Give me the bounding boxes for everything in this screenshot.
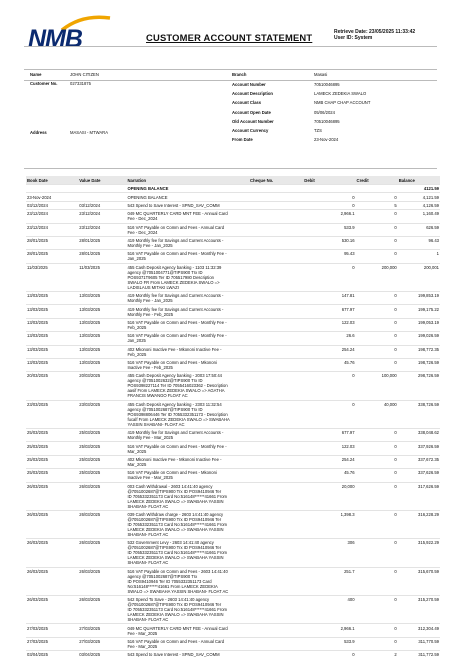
book-date-cell: 27/03/2025 bbox=[26, 624, 78, 637]
credit-cell: 200,000 bbox=[356, 263, 398, 291]
balance-cell: 315,922.29 bbox=[398, 539, 440, 567]
retrieve-info bbox=[334, 29, 415, 41]
book-date-cell: 26/03/2025 bbox=[26, 539, 78, 567]
book-date-cell: 13/03/2025 bbox=[26, 318, 78, 331]
value-date-cell: 25/03/2025 bbox=[78, 455, 126, 468]
customer-number-label: Customer No. bbox=[30, 81, 58, 86]
debit-cell: 306 bbox=[303, 539, 355, 567]
table-row bbox=[26, 358, 440, 371]
table-row bbox=[26, 510, 440, 538]
balance-cell: 312,304.49 bbox=[398, 624, 440, 637]
cheque-cell bbox=[249, 455, 303, 468]
value-date-cell: 25/03/2025 bbox=[78, 429, 126, 442]
balance-cell: 337,672.35 bbox=[398, 455, 440, 468]
table-row bbox=[26, 210, 440, 223]
debit-cell: 400 bbox=[303, 596, 355, 624]
debit-cell: 45.76 bbox=[303, 469, 355, 482]
credit-cell: 40,000 bbox=[356, 400, 398, 428]
from-date-label: From Date bbox=[232, 137, 253, 142]
balance-cell: 4,126.59 bbox=[398, 201, 440, 209]
user-id: User ID: System bbox=[334, 35, 373, 41]
cheque-cell bbox=[249, 250, 303, 263]
cheque-cell bbox=[249, 345, 303, 358]
debit-cell: 0 bbox=[303, 193, 355, 201]
table-row bbox=[26, 345, 440, 358]
credit-cell: 0 bbox=[356, 223, 398, 236]
narration-cell: 455 Cash Deposit Agency banking - 2303 11:32:54 agency @7051002687@TIPS900 Trx ID POS9398806446 Ter ID 7055332351173 - Description fucalf From LAMECK ZEDEKIA SWALO => SWABAHA YASSIN SHABANI- FLOAT AC bbox=[126, 400, 249, 428]
debit-cell: 1,398.3 bbox=[303, 510, 355, 538]
credit-cell: 0 bbox=[356, 358, 398, 371]
balance-cell: 96.43 bbox=[398, 236, 440, 249]
debit-cell: 251.7 bbox=[303, 567, 355, 595]
cheque-cell bbox=[249, 400, 303, 428]
book-date-cell: 03/04/2025 bbox=[26, 651, 78, 659]
book-date-cell: 23-Nov-2024 bbox=[26, 193, 78, 201]
credit-cell: 0 bbox=[356, 624, 398, 637]
balance-cell: 1 bbox=[398, 250, 440, 263]
account-description: LAMECK ZEDEKIA SWALO bbox=[314, 91, 367, 96]
debit-cell: 20,000 bbox=[303, 482, 355, 510]
narration-cell: 402 Mkononi Inactive Fee - Mkononi Inactive Fee - Feb_2025 bbox=[126, 345, 249, 358]
credit-cell: 2 bbox=[356, 651, 398, 659]
narration-cell: 516 VAT Payable on Comm and Fees - Annual Card Fee - Mar_2025 bbox=[126, 637, 249, 650]
balance-cell: 337,926.59 bbox=[398, 442, 440, 455]
value-date-cell: 26/03/2025 bbox=[78, 567, 126, 595]
balance-cell: 317,626.59 bbox=[398, 482, 440, 510]
book-date-cell: 13/03/2025 bbox=[26, 332, 78, 345]
book-date-cell: 13/03/2025 bbox=[26, 345, 78, 358]
table-row bbox=[26, 223, 440, 236]
value-date-cell: 27/03/2025 bbox=[78, 624, 126, 637]
cheque-cell bbox=[249, 292, 303, 305]
credit-cell: 0 bbox=[356, 305, 398, 318]
value-date-cell: 13/03/2025 bbox=[78, 318, 126, 331]
narration-cell: 402 Mkononi Inactive Fee - Mkononi Inactive Fee - Mar_2025 bbox=[126, 455, 249, 468]
debit-cell: 147.81 bbox=[303, 292, 355, 305]
value-date-cell: 25/03/2025 bbox=[78, 442, 126, 455]
debit-cell: 0 bbox=[303, 400, 355, 428]
debit-cell: 122.03 bbox=[303, 442, 355, 455]
narration-cell: 532 Government Levy - 2603 14:41:40 agency @7051002687@TIPS900 Trx ID POS9410946 Ter ID 7055332351173 Card No:516148******41661 From LAMECK ZEDEKIA SWALO => SWABAHA YASSIN SHABANI- FLOAT AC bbox=[126, 539, 249, 567]
table-row bbox=[26, 455, 440, 468]
narration-cell: 039 Cash Withdraw charge - 2603 14:41:40 agency @7051002687@TIPS900 Trx ID POS9410946 Ter ID 7055332351173 Card No:516148******41661 From LAMECK ZEDEKIA SWALO => SWABAHA YASSIN SHABANI- FLOAT AC bbox=[126, 510, 249, 538]
table-row bbox=[26, 292, 440, 305]
narration-cell: 003 Cash Withdrawal - 2603 14:41:40 agency @7051002687@TIPS900 Trx ID POS9410946 Ter ID 7055332351173 Card No:516148******41661 From LAMECK ZEDEKIA SWALO => SWABAHA YASSIN SHABANI- FLOAT AC bbox=[126, 482, 249, 510]
table-row bbox=[26, 567, 440, 595]
balance-cell: 198,772.35 bbox=[398, 345, 440, 358]
value-date-cell: 13/03/2025 bbox=[78, 305, 126, 318]
table-row bbox=[26, 263, 440, 291]
header-divider bbox=[24, 46, 437, 47]
narration-cell: 516 VAT Payable on Comm and Fees - Annual Card Fee - Dec_2024 bbox=[126, 223, 249, 236]
narration-cell: 542 Spend To Save - 2603 14:41:40 agency @7051002687@TIPS900 Trx ID POS9410946 Ter ID 7055332351173 Card No:516148******41661 From LAMECK ZEDEKIA SWALO => SWABAHA YASSIN SHABANI- FLOAT AC bbox=[126, 596, 249, 624]
debit-cell: 0 bbox=[303, 201, 355, 209]
debit-cell: 254.24 bbox=[303, 455, 355, 468]
credit-cell: 0 bbox=[356, 510, 398, 538]
logo-text: NMB bbox=[28, 25, 82, 53]
branch-value: Masasi bbox=[314, 72, 328, 77]
narration-cell: 419 Monthly fee for Savings and Current Accounts - Monthly Fee - Mar_2025 bbox=[126, 429, 249, 442]
debit-cell: 0 bbox=[303, 651, 355, 659]
table-row bbox=[26, 201, 440, 209]
debit-cell: 2,966.1 bbox=[303, 624, 355, 637]
balance-cell: 337,626.59 bbox=[398, 469, 440, 482]
old-account-number: 70510046895 bbox=[314, 119, 340, 124]
cheque-cell bbox=[249, 567, 303, 595]
col-cheque-no: Cheque No. bbox=[249, 176, 303, 185]
transactions-body bbox=[26, 193, 440, 659]
table-row bbox=[26, 637, 440, 650]
book-date-cell: 23/03/2025 bbox=[26, 400, 78, 428]
value-date-cell: 26/03/2025 bbox=[78, 510, 126, 538]
col-book-date: Book Date bbox=[26, 176, 78, 185]
address-label: Address bbox=[30, 130, 47, 135]
narration-cell: 516 VAT Payable on Comm and Fees - Monthly Fee - Jan_2025 bbox=[126, 332, 249, 345]
table-row bbox=[26, 624, 440, 637]
cheque-cell bbox=[249, 201, 303, 209]
balance-cell: 200,001 bbox=[398, 263, 440, 291]
table-row bbox=[26, 429, 440, 442]
book-date-cell: 25/03/2025 bbox=[26, 469, 78, 482]
credit-cell: 100,000 bbox=[356, 372, 398, 400]
from-date: 23-Nov-2024 bbox=[314, 137, 339, 142]
credit-cell: 0 bbox=[356, 345, 398, 358]
credit-cell: 0 bbox=[356, 482, 398, 510]
retrieve-date: Retrieve Date: 23/05/2025 11:33:42 bbox=[334, 29, 416, 35]
debit-cell: 254.24 bbox=[303, 345, 355, 358]
value-date-cell: 26/03/2025 bbox=[78, 539, 126, 567]
narration-cell: 419 Monthly fee for Savings and Current Accounts - Monthly Fee - Jan_2025 bbox=[126, 236, 249, 249]
credit-cell: 0 bbox=[356, 318, 398, 331]
credit-cell: 0 bbox=[356, 210, 398, 223]
col-credit: Credit bbox=[356, 176, 398, 185]
info-divider bbox=[24, 80, 437, 81]
credit-cell: 0 bbox=[356, 442, 398, 455]
balance-cell: 1,160.49 bbox=[398, 210, 440, 223]
table-row bbox=[26, 442, 440, 455]
narration-cell: 516 VAT Payable on Comm and Fees - Monthly Fee - Mar_2025 bbox=[126, 442, 249, 455]
credit-cell: 0 bbox=[356, 567, 398, 595]
transactions-table bbox=[26, 176, 440, 659]
opening-balance-value: 4121.59 bbox=[398, 185, 440, 193]
customer-name: JOHN CITIZEN bbox=[70, 72, 99, 77]
credit-cell: 0 bbox=[356, 236, 398, 249]
credit-cell: 0 bbox=[356, 469, 398, 482]
balance-cell: 199,053.19 bbox=[398, 318, 440, 331]
table-row bbox=[26, 250, 440, 263]
book-date-cell: 13/03/2025 bbox=[26, 358, 78, 371]
balance-cell: 199,175.22 bbox=[398, 305, 440, 318]
narration-cell: 455 Cash Deposit Agency banking - 2003 17:50:44 agency @7051002632@TIPS900 Trx ID POS9398227114 Ter ID 7055416023362 - Description aasif From LAMECK ZEDEKIA SWALO => AGATHA FRANCIS MWANGO FLOAT AC bbox=[126, 372, 249, 400]
book-date-cell: 26/03/2025 bbox=[26, 510, 78, 538]
cheque-cell bbox=[249, 510, 303, 538]
book-date-cell: 03/12/2024 bbox=[26, 201, 78, 209]
balance-cell: 4,121.59 bbox=[398, 193, 440, 201]
debit-cell: 677.97 bbox=[303, 429, 355, 442]
credit-cell: 0 bbox=[356, 539, 398, 567]
table-row bbox=[26, 372, 440, 400]
credit-cell: 0 bbox=[356, 250, 398, 263]
book-date-cell: 25/03/2025 bbox=[26, 442, 78, 455]
credit-cell: 0 bbox=[356, 596, 398, 624]
book-date-cell: 27/03/2025 bbox=[26, 637, 78, 650]
value-date-cell: 26/03/2025 bbox=[78, 596, 126, 624]
table-row bbox=[26, 482, 440, 510]
cheque-cell bbox=[249, 263, 303, 291]
cheque-cell bbox=[249, 193, 303, 201]
credit-cell: 0 bbox=[356, 455, 398, 468]
value-date-cell: 25/03/2025 bbox=[78, 469, 126, 482]
cheque-cell bbox=[249, 429, 303, 442]
account-class-label: Account Class bbox=[232, 100, 262, 105]
table-row bbox=[26, 651, 440, 659]
cheque-cell bbox=[249, 358, 303, 371]
name-label: Name bbox=[30, 72, 42, 77]
value-date-cell: 13/03/2025 bbox=[78, 332, 126, 345]
value-date-cell: 13/03/2025 bbox=[78, 358, 126, 371]
narration-cell: 516 VAT Payable on Comm and Fees - Mkononi Inactive Fee - Feb_2025 bbox=[126, 358, 249, 371]
value-date-cell: 28/01/2025 bbox=[78, 250, 126, 263]
cheque-cell bbox=[249, 210, 303, 223]
value-date-cell: 03/12/2024 bbox=[78, 201, 126, 209]
balance-cell: 315,270.59 bbox=[398, 596, 440, 624]
cheque-cell bbox=[249, 372, 303, 400]
value-date-cell: 23/12/2024 bbox=[78, 210, 126, 223]
value-date-cell: 03/04/2025 bbox=[78, 651, 126, 659]
credit-cell: 0 bbox=[356, 637, 398, 650]
cheque-cell bbox=[249, 305, 303, 318]
value-date-cell: 13/03/2025 bbox=[78, 345, 126, 358]
customer-number: 027331875 bbox=[70, 81, 91, 86]
narration-cell: 049 MC QUARTERLY CARD MNT FEE - Annual Card Fee - Mar_2025 bbox=[126, 624, 249, 637]
table-row bbox=[26, 469, 440, 482]
opening-balance-label: OPENING BALANCE bbox=[126, 185, 249, 193]
account-currency: TZS bbox=[314, 128, 322, 133]
table-row bbox=[26, 596, 440, 624]
debit-cell: 530.16 bbox=[303, 236, 355, 249]
book-date-cell: 28/01/2025 bbox=[26, 250, 78, 263]
credit-cell: 5 bbox=[356, 201, 398, 209]
value-date-cell: 13/03/2025 bbox=[78, 292, 126, 305]
narration-cell: 543 Spend to Save Interest - SPND_SAV_COMM bbox=[126, 201, 249, 209]
cheque-cell bbox=[249, 539, 303, 567]
value-date-cell: 26/03/2025 bbox=[78, 482, 126, 510]
narration-cell: 455 Cash Deposit Agency banking - 1103 11:32:39 agency @7051004771@TIPS900 Trx ID POS9371T9605 Ter ID 705517980 Description SWALO FR From LAMECK ZEDEKIA SWALO => LADISLAUS MITAKI LWAZI bbox=[126, 263, 249, 291]
col-narration: Narration bbox=[126, 176, 249, 185]
cheque-cell bbox=[249, 442, 303, 455]
cheque-cell bbox=[249, 469, 303, 482]
cheque-cell bbox=[249, 624, 303, 637]
table-row bbox=[26, 305, 440, 318]
balance-cell: 338,048.62 bbox=[398, 429, 440, 442]
balance-cell: 198,726.59 bbox=[398, 358, 440, 371]
account-number: 70510046895 bbox=[314, 82, 340, 87]
account-number-label: Account Number bbox=[232, 82, 266, 87]
col-debit: Debit bbox=[303, 176, 355, 185]
cheque-cell bbox=[249, 318, 303, 331]
balance-cell: 316,228.29 bbox=[398, 510, 440, 538]
cheque-cell bbox=[249, 332, 303, 345]
debit-cell: 677.97 bbox=[303, 305, 355, 318]
book-date-cell: 26/03/2025 bbox=[26, 596, 78, 624]
narration-cell: OPENING BALANCE bbox=[126, 193, 249, 201]
open-date-label: Account Open Date bbox=[232, 110, 271, 115]
balance-cell: 199,026.59 bbox=[398, 332, 440, 345]
statement-title: CUSTOMER ACCOUNT STATEMENT bbox=[146, 32, 313, 43]
info-bottom-divider bbox=[24, 168, 437, 169]
debit-cell: 533.9 bbox=[303, 223, 355, 236]
table-row bbox=[26, 400, 440, 428]
customer-address: MASASI - MTWARA bbox=[70, 130, 108, 135]
credit-cell: 0 bbox=[356, 292, 398, 305]
nmb-logo bbox=[26, 14, 124, 54]
cheque-cell bbox=[249, 482, 303, 510]
branch-label: Branch bbox=[232, 72, 247, 77]
narration-cell: 419 Monthly fee for Savings and Current Accounts - Monthly Fee - Feb_2025 bbox=[126, 305, 249, 318]
book-date-cell: 26/03/2025 bbox=[26, 482, 78, 510]
balance-cell: 311,772.59 bbox=[398, 651, 440, 659]
debit-cell: 0 bbox=[303, 372, 355, 400]
col-value-date: Value Date bbox=[78, 176, 126, 185]
balance-cell: 626.59 bbox=[398, 223, 440, 236]
narration-cell: 049 MC QUARTERLY CARD MNT FEE - Annual Card Fee - Dec_2024 bbox=[126, 210, 249, 223]
customer-info bbox=[26, 72, 226, 142]
book-date-cell: 13/03/2025 bbox=[26, 305, 78, 318]
account-class: NMB CHAP CHAP ACCOUNT bbox=[314, 100, 371, 105]
cheque-cell bbox=[249, 596, 303, 624]
credit-cell: 0 bbox=[356, 332, 398, 345]
narration-cell: 516 VAT Payable on Comm and Fees - Monthly Fee - Jan_2025 bbox=[126, 250, 249, 263]
book-date-cell: 25/03/2025 bbox=[26, 429, 78, 442]
narration-cell: 419 Monthly fee for Savings and Current Accounts - Monthly Fee - Jan_2025 bbox=[126, 292, 249, 305]
cheque-cell bbox=[249, 236, 303, 249]
table-row bbox=[26, 236, 440, 249]
cheque-cell bbox=[249, 637, 303, 650]
cheque-cell bbox=[249, 651, 303, 659]
opening-balance-row bbox=[26, 185, 440, 193]
narration-cell: 516 VAT Payable on Comm and Fees - Mkononi Inactive Fee - Mar_2025 bbox=[126, 469, 249, 482]
book-date-cell: 23/12/2024 bbox=[26, 223, 78, 236]
debit-cell: 45.76 bbox=[303, 358, 355, 371]
book-date-cell: 20/03/2025 bbox=[26, 372, 78, 400]
balance-cell: 338,726.59 bbox=[398, 400, 440, 428]
book-date-cell: 28/01/2025 bbox=[26, 236, 78, 249]
book-date-cell: 23/12/2024 bbox=[26, 210, 78, 223]
balance-cell: 315,670.59 bbox=[398, 567, 440, 595]
table-row bbox=[26, 539, 440, 567]
debit-cell: 0 bbox=[303, 263, 355, 291]
balance-cell: 311,770.59 bbox=[398, 637, 440, 650]
debit-cell: 26.6 bbox=[303, 332, 355, 345]
value-date-cell: 28/01/2025 bbox=[78, 236, 126, 249]
old-account-label: Old Account Number bbox=[232, 119, 274, 124]
book-date-cell: 25/03/2025 bbox=[26, 455, 78, 468]
account-info bbox=[228, 72, 438, 164]
table-row bbox=[26, 318, 440, 331]
info-top-divider bbox=[24, 69, 437, 70]
debit-cell: 533.9 bbox=[303, 637, 355, 650]
debit-cell: 122.03 bbox=[303, 318, 355, 331]
col-balance: Balance bbox=[398, 176, 440, 185]
table-header-row bbox=[26, 176, 440, 185]
narration-cell: 516 VAT Payable on Comm and Fees - 2603 14:41:40 agency @7051002687@TIPS900 Trx ID POS9410946 Ter ID 7055332351173 Card No:516148******41661 From LAMECK ZEDEKIA SWALO => SWABAHA YASSIN SHABANI- FLOAT AC bbox=[126, 567, 249, 595]
debit-cell: 95.43 bbox=[303, 250, 355, 263]
balance-cell: 298,726.59 bbox=[398, 372, 440, 400]
credit-cell: 0 bbox=[356, 429, 398, 442]
book-date-cell: 11/03/2025 bbox=[26, 263, 78, 291]
currency-label: Account Currency bbox=[232, 128, 269, 133]
debit-cell: 2,966.1 bbox=[303, 210, 355, 223]
narration-cell: 516 VAT Payable on Comm and Fees - Monthly Fee - Feb_2025 bbox=[126, 318, 249, 331]
narration-cell: 543 Spend to Save Interest - SPND_SAV_COMM bbox=[126, 651, 249, 659]
value-date-cell: 23/03/2025 bbox=[78, 400, 126, 428]
book-date-cell: 26/03/2025 bbox=[26, 567, 78, 595]
value-date-cell: 11/03/2025 bbox=[78, 263, 126, 291]
value-date-cell: 27/03/2025 bbox=[78, 637, 126, 650]
credit-cell: 0 bbox=[356, 193, 398, 201]
account-description-label: Account Description bbox=[232, 91, 273, 96]
table-row bbox=[26, 193, 440, 201]
value-date-cell: 23/12/2024 bbox=[78, 223, 126, 236]
table-row bbox=[26, 332, 440, 345]
value-date-cell bbox=[78, 193, 126, 201]
balance-cell: 199,853.19 bbox=[398, 292, 440, 305]
cheque-cell bbox=[249, 223, 303, 236]
open-date: 05/06/2024 bbox=[314, 110, 335, 115]
book-date-cell: 13/03/2025 bbox=[26, 292, 78, 305]
value-date-cell: 20/03/2025 bbox=[78, 372, 126, 400]
